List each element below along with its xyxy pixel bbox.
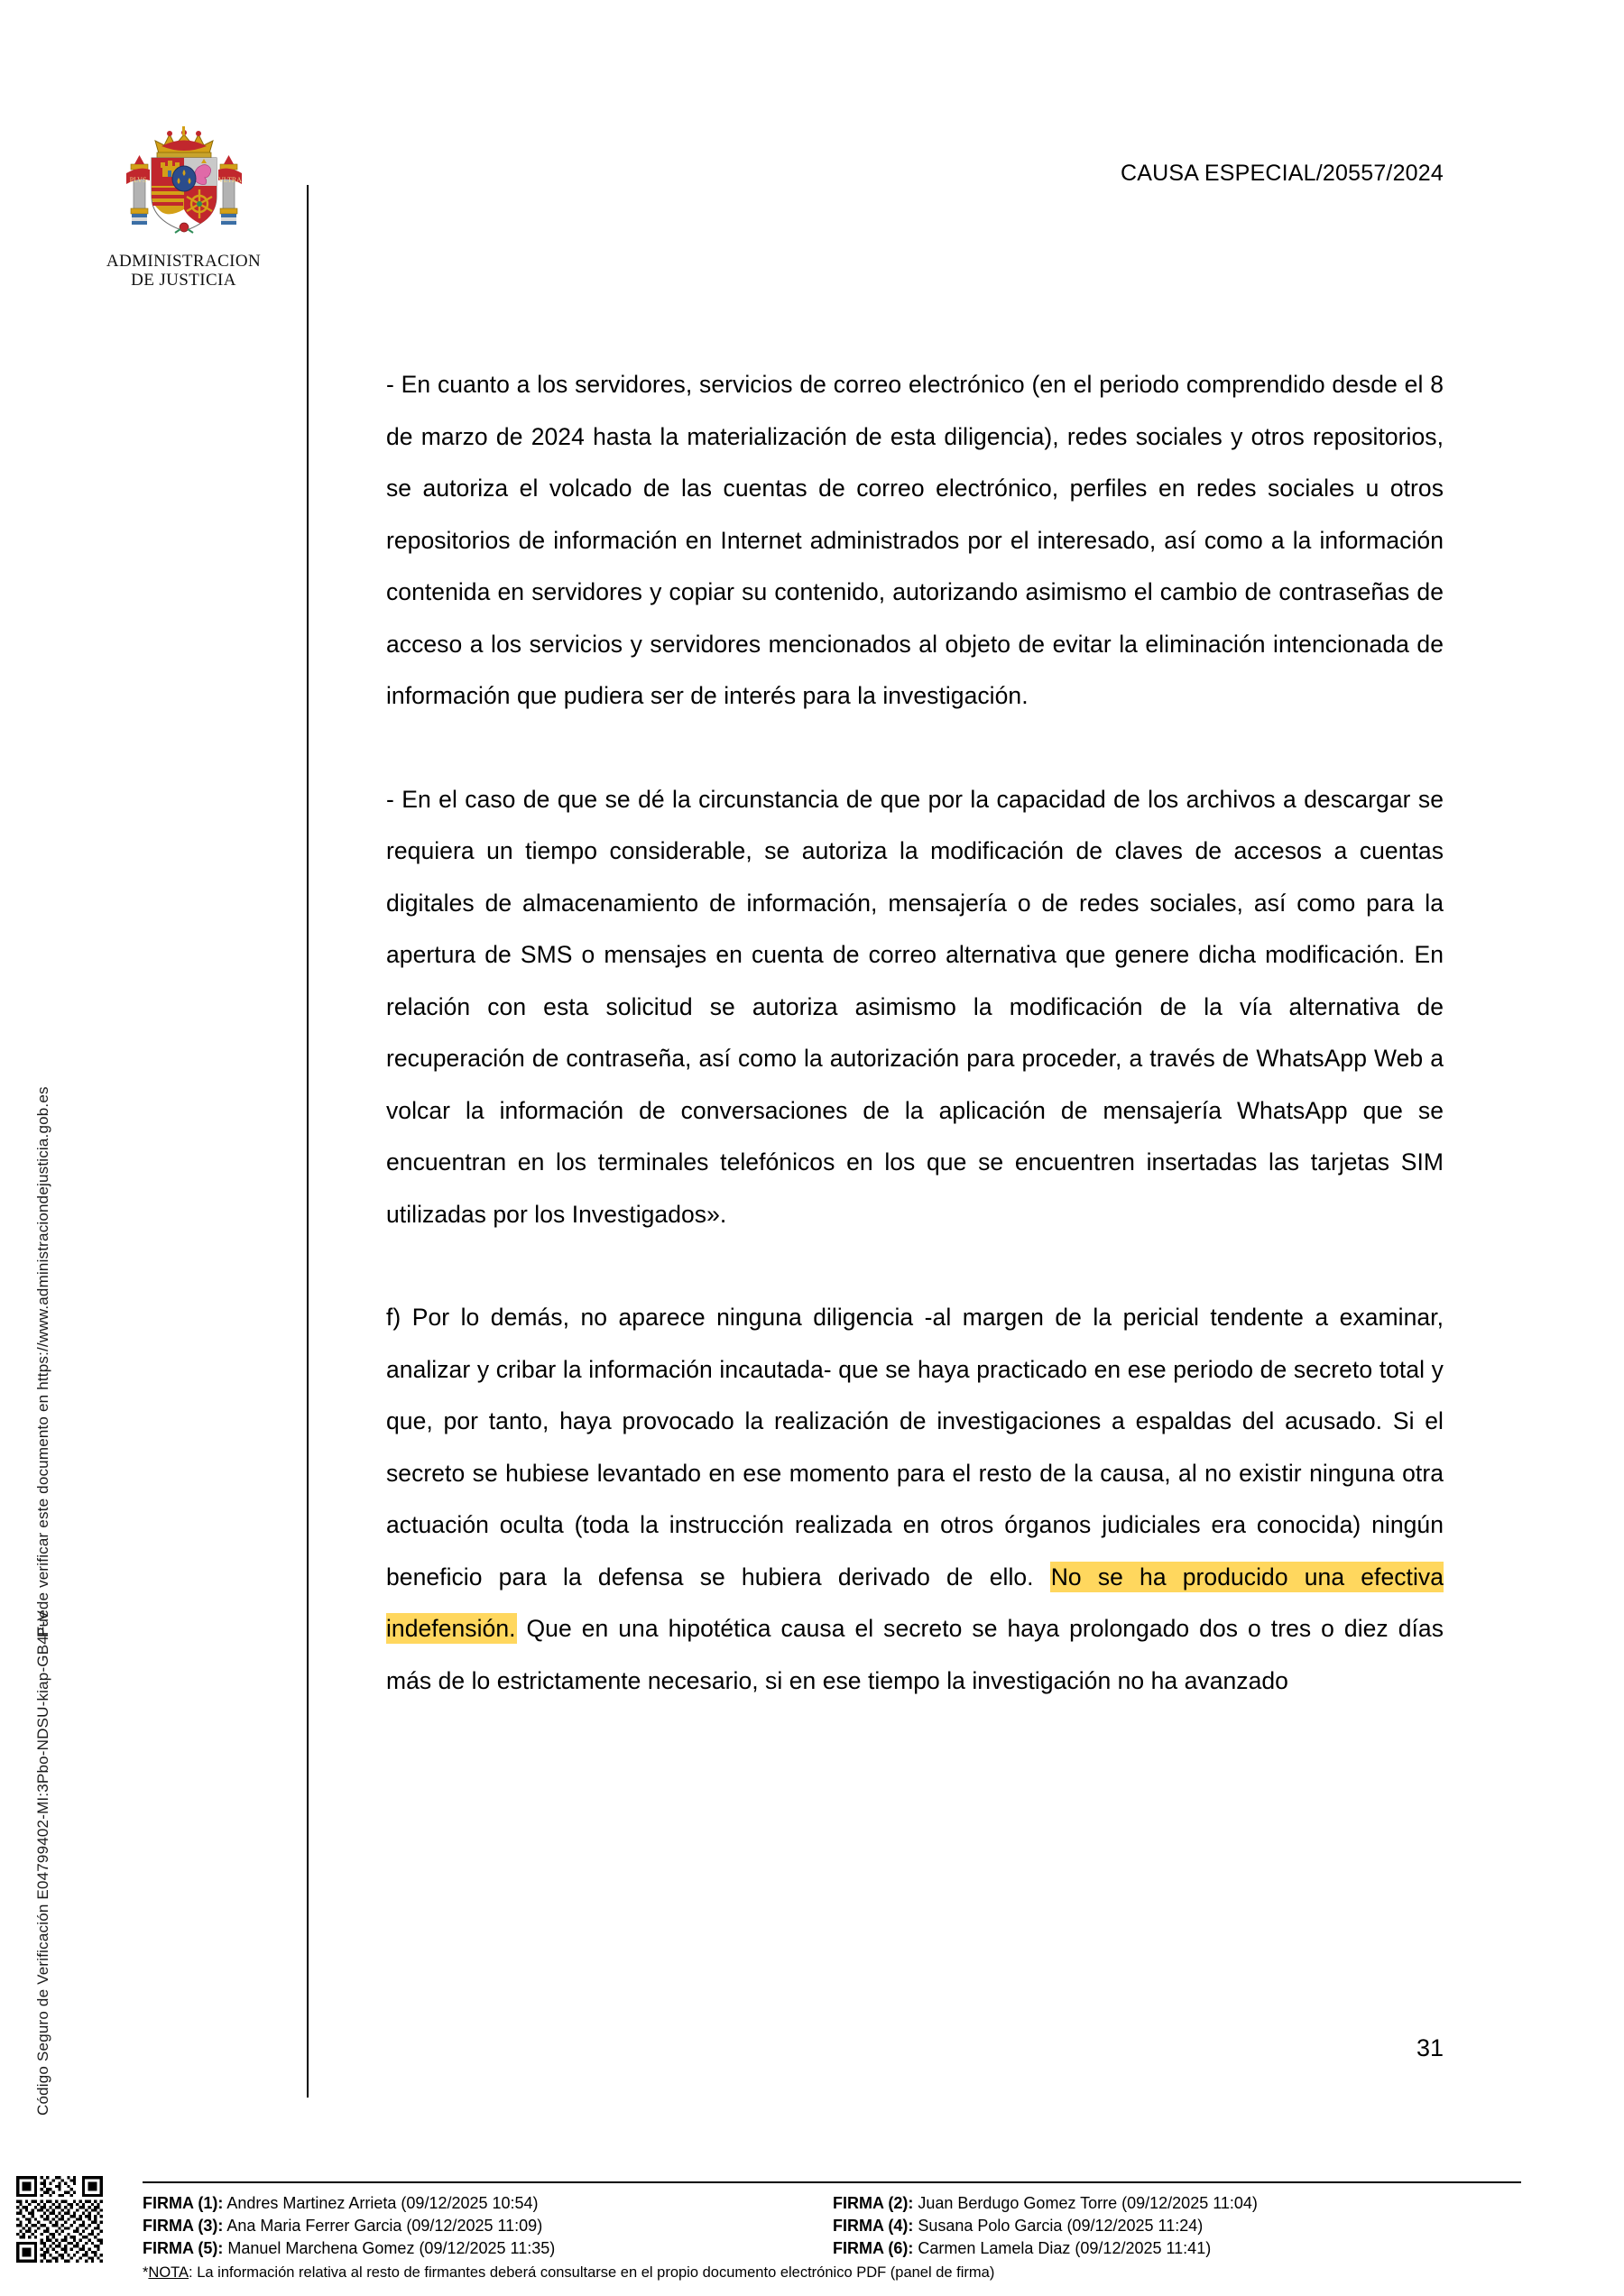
paragraph-servidores: - En cuanto a los servidores, servicios de correo electrónico (en el periodo comprendido desde el 8 de marzo de 2024 hasta la materialización de esta diligencia), redes sociales y otros repositorios, se autoriza el volcado de las cuentas de correo electrónico, perfiles en redes sociales u otros repositorios de información en Internet administrados por el interesado, así como a la información contenida en servidores y copiar su contenido, autorizando asimismo el cambio de contraseñas de acceso a los servicios y servidores mencionados al objeto de evitar la eliminación intencionada de información que pudiera ser de interés para la investigación.	[386, 371, 1444, 709]
signature-value-6: Carmen Lamela Diaz (09/12/2025 11:41)	[918, 2239, 1212, 2257]
signature-label-5: FIRMA (5):	[143, 2239, 224, 2257]
signature-entry-3	[143, 2215, 833, 2237]
signature-value-1: Andres Martinez Arrieta (09/12/2025 10:54)	[226, 2194, 539, 2212]
footer-note-asterisk: *	[143, 2264, 149, 2281]
signature-label-4: FIRMA (4):	[833, 2217, 914, 2235]
emblem-label-line1: ADMINISTRACION	[106, 252, 262, 271]
signature-value-5: Manuel Marchena Gomez (09/12/2025 11:35)	[227, 2239, 556, 2257]
emblem-label-line2: DE JUSTICIA	[131, 271, 236, 290]
footer-note-keyword: NOTA	[148, 2264, 189, 2281]
left-margin-band	[0, 0, 56, 2147]
verification-notice-text: Puede verificar este documento en https://www.administraciondejusticia.gob.es	[34, 1086, 51, 1637]
signature-row	[143, 2237, 1523, 2260]
signature-value-3: Ana Maria Ferrer Garcia (09/12/2025 11:09)	[226, 2217, 543, 2235]
signature-row	[143, 2192, 1523, 2215]
signature-entry-6	[833, 2237, 1523, 2260]
paragraph-f-diligencia	[386, 1292, 1444, 1707]
signature-value-4: Susana Polo Garcia (09/12/2025 11:24)	[918, 2217, 1204, 2235]
signature-label-2: FIRMA (2):	[833, 2194, 914, 2212]
verification-code-text: Código Seguro de Verificación E04799402-MI:3Pbo-NDSU-kiap-GB4F-V	[34, 1610, 51, 2116]
footer-divider-rule	[143, 2181, 1521, 2183]
document-body	[386, 359, 1444, 1707]
signature-entry-2	[833, 2192, 1523, 2215]
motto-left-text: PLVS	[129, 176, 146, 184]
document-footer	[0, 2158, 1624, 2296]
signature-entry-5	[143, 2237, 833, 2260]
signature-row	[143, 2215, 1523, 2237]
footer-note	[143, 2264, 994, 2282]
page-number: 31	[1416, 2034, 1444, 2061]
paragraph-capacidad-archivos: - En el caso de que se dé la circunstancia de que por la capacidad de los archivos a descargar se requiera un tiempo considerable, se autoriza la modificación de claves de accesos a cuentas digitales de almacenamiento de información, mensajería o de redes sociales, así como para la apertura de SMS o mensajes en cuenta de correo alternativa que genere dicha modificación. En relación con esta solicitud se autoriza asimismo la modificación de la vía alternativa de recuperación de contraseña, así como la autorización para proceder, a través de WhatsApp Web a volcar la información de conversaciones de la aplicación de mensajería WhatsApp que se encuentran en los terminales telefónicos en los que se encuentren insertadas las tarjetas SIM utilizadas por los Investigados».	[386, 785, 1444, 1228]
signature-label-3: FIRMA (3):	[143, 2217, 224, 2235]
signature-entry-4	[833, 2215, 1523, 2237]
footer-note-text: : La información relativa al resto de firmantes deberá consultarse en el propio documento electrónico PDF (panel de firma)	[189, 2264, 995, 2281]
signature-list	[143, 2192, 1523, 2260]
signature-entry-1	[143, 2192, 833, 2215]
motto-right-text: VLTRA	[217, 176, 242, 184]
signature-label-6: FIRMA (6):	[833, 2239, 914, 2257]
spain-coat-of-arms-icon	[112, 126, 256, 248]
paragraph-text-before-highlight: f) Por lo demás, no aparece ninguna diligencia -al margen de la pericial tendente a examinar, analizar y cribar la información incautada- que se haya practicado en ese periodo de secreto total y que, por tanto, haya provocado la realización de investigaciones a espaldas del acusado. Si el secreto se hubiese levantado en ese momento para el resto de la causa, al no existir ninguna otra actuación oculta (toda la instrucción realizada en otros órganos judiciales era conocida) ningún beneficio para la defensa se hubiera derivado de ello.	[386, 1304, 1444, 1591]
margin-divider-rule	[307, 185, 309, 2098]
qr-code-icon	[16, 2176, 103, 2263]
emblem-label	[87, 252, 281, 290]
paragraph-text-after-highlight: Que en una hipotética causa el secreto se haya prolongado dos o tres o diez días más de lo estrictamente necesario, si en ese tiempo la investigación no ha avanzado	[386, 1615, 1444, 1694]
signature-value-2: Juan Berdugo Gomez Torre (09/12/2025 11:04)	[918, 2194, 1258, 2212]
signature-label-1: FIRMA (1):	[143, 2194, 224, 2212]
highlighted-sentence: No se ha producido una efectiva indefensión.	[386, 1563, 1444, 1642]
coat-of-arms-block	[87, 126, 281, 290]
case-reference-header: CAUSA ESPECIAL/20557/2024	[1120, 161, 1444, 186]
